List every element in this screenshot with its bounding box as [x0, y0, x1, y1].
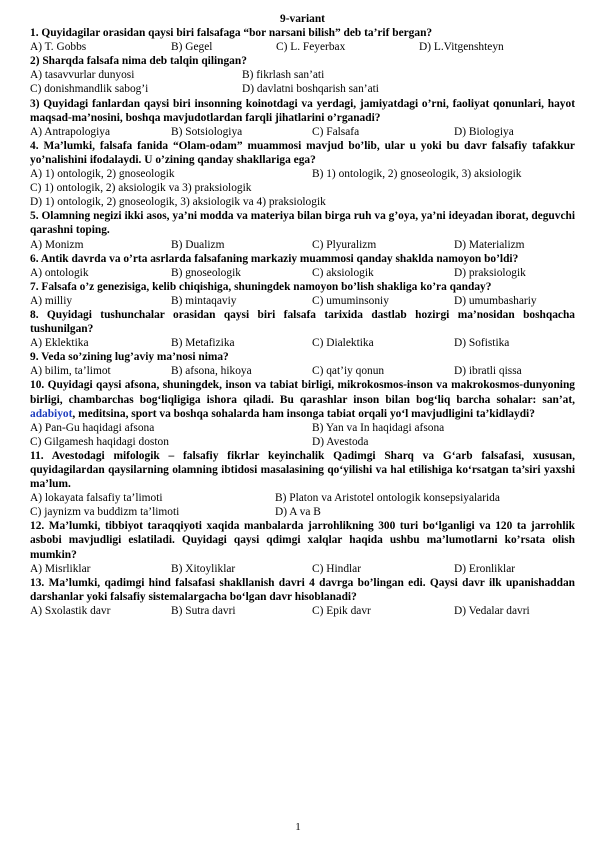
answer-5a: A) Monizm: [30, 238, 84, 251]
answer-5d: D) Materializm: [454, 238, 525, 251]
page-title: 9-variant: [280, 13, 325, 25]
question-4: 4. Ma’lumki, falsafa fanida “Olam-odam” muammosi mavjud bo’lib, ular u yoki bu davr falsafiy tafakkur yo’nalishini ifodalaydi. U o’zining qanday shakllariga ega?: [30, 139, 575, 166]
answer-10c: C) Gilgamesh haqidagi doston: [30, 435, 169, 448]
answer-9c: C) qat’iy qonun: [312, 365, 385, 378]
answer-13a: A) Sxolastik davr: [30, 604, 111, 617]
answer-4d: D) 1) ontologik, 2) gnoseologik, 3) aksiologik va 4) praksiologik: [30, 196, 326, 209]
answers-10-row2: [30, 435, 575, 449]
answer-6d: D) praksiologik: [454, 266, 526, 279]
answers-1: [30, 40, 575, 54]
answer-3d: D) Biologiya: [454, 125, 514, 138]
question-10-highlight: adabiyot: [30, 407, 73, 420]
question-13: 13. Ma’lumki, qadimgi hind falsafasi shakllanish davri 4 davrga bo’lingan edi. Qaysi davr ilk upanishaddan darshanlar yoki falsafiy sistemalargacha bo‘lgan davr hisoblanadi?: [30, 576, 575, 603]
answers-12: [30, 562, 575, 576]
question-2: 2) Sharqda falsafa nima deb talqin qilingan?: [30, 55, 247, 68]
answers-7: [30, 294, 575, 308]
answer-6a: A) ontologik: [30, 266, 89, 279]
page-number: 1: [295, 821, 301, 833]
answer-13d: D) Vedalar davri: [454, 604, 530, 617]
answers-8: [30, 336, 575, 350]
answer-9a: A) bilim, ta’limot: [30, 365, 111, 378]
answer-1d: D) L.Vitgenshteyn: [419, 41, 504, 54]
test-content: [30, 12, 575, 618]
answer-11a: A) lokayata falsafiy ta’limoti: [30, 492, 163, 505]
answer-12a: A) Misrliklar: [30, 562, 91, 575]
question-5: 5. Olamning negizi ikki asos, ya’ni modda va materiya bilan birga ruh va g’oya, ya’ni ideyadan iborat, deguvchi qarashni toping.: [30, 210, 575, 237]
answer-7b: B) mintaqaviy: [171, 294, 237, 307]
answer-8d: D) Sofistika: [454, 337, 510, 350]
answer-10a: A) Pan-Gu haqidagi afsona: [30, 421, 155, 434]
answer-1c: C) L. Feyerbax: [276, 41, 346, 54]
answer-8a: A) Eklektika: [30, 337, 89, 350]
answers-3: [30, 125, 575, 139]
answer-2a: A) tasavvurlar dunyosi: [30, 69, 135, 82]
answer-12d: D) Eronliklar: [454, 562, 516, 575]
answer-13c: C) Epik davr: [312, 604, 371, 617]
question-10: [30, 378, 575, 420]
answer-1a: A) T. Gobbs: [30, 41, 87, 54]
question-10-text-end: , meditsina, sport va boshqa sohalarda ham insonga tabiat orqali yo‘l mavjudligini ta’kidlaydi?: [72, 407, 535, 420]
answer-9b: B) afsona, hikoya: [171, 365, 252, 378]
answer-2d: D) davlatni boshqarish san’ati: [242, 83, 379, 96]
answer-11c: C) jaynizm va buddizm ta’limoti: [30, 506, 180, 519]
answer-3a: A) Antrapologiya: [30, 125, 111, 138]
answers-4-row1: [30, 167, 575, 181]
answers-13: [30, 604, 575, 618]
question-10-text-start: 10. Quyidagi qaysi afsona, shuningdek, inson va tabiat birligi, mikrokosmos-inson va makrokosmos-dunyoning birligi, chambarchas bog‘liqligiga ishora qiladi. Bu qarashlar inson bilan bog‘liq barcha sohalar: san’at,: [30, 379, 575, 406]
answer-5c: C) Plyuralizm: [312, 238, 377, 251]
answer-8c: C) Dialektika: [312, 337, 374, 350]
answers-9: [30, 364, 575, 378]
answer-9d: D) ibratli qissa: [454, 365, 522, 378]
answers-11-row2: [30, 505, 575, 519]
answer-11d: D) A va B: [275, 506, 321, 519]
answer-1b: B) Gegel: [171, 41, 213, 54]
answer-12c: C) Hindlar: [312, 562, 362, 575]
question-7: 7. Falsafa o’z genezisiga, kelib chiqishiga, shuningdek namoyon bo’lish shakliga ko’ra qanday?: [30, 280, 492, 293]
answer-4c: C) 1) ontologik, 2) aksiologik va 3) praksiologik: [30, 182, 252, 195]
answer-3b: B) Sotsiologiya: [171, 125, 243, 138]
question-11: 11. Avestodagi mifologik – falsafiy fikrlar keyinchalik Qadimgi Sharq va G‘arb falsafasi, xususan, quyidagilardan qaysilarning olamning ibtidosi masalasining qo‘yilishi va hal etilishiga ko‘rsatgan ta’siri yaxshi ma’lum.: [30, 449, 575, 491]
question-9: 9. Veda so’zining lug’aviy ma’nosi nima?: [30, 351, 229, 364]
answers-5: [30, 238, 575, 252]
answer-6b: B) gnoseologik: [171, 266, 241, 279]
answer-10d: D) Avestoda: [312, 435, 369, 448]
question-12: 12. Ma’lumki, tibbiyot taraqqiyoti xaqida manbalarda jarrohlikning 300 turi bo‘lganligi va 120 ta jarrohlik asbobi mavjudligi eslatiladi. Quyidagi qaysi qdimgi xalqlar haqida ushbu ma’lumotlarni ko’rsata olish mumkin?: [30, 520, 575, 561]
question-3: 3) Quyidagi fanlardan qaysi biri insonning koinotdagi va yerdagi, jamiyatdagi o’rni, faoliyat qonunlari, hayot maqsad-ma’nosini, boshqa mavjudotlardan farqli jihatlarini o’rganadi?: [30, 97, 575, 124]
answer-7c: C) umuminsoniy: [312, 294, 389, 307]
answer-7a: A) milliy: [30, 294, 73, 307]
answer-11b: B) Platon va Aristotel ontologik konsepsiyalarida: [275, 492, 500, 505]
answer-10b: B) Yan va In haqidagi afsona: [312, 421, 445, 434]
question-1: 1. Quyidagilar orasidan qaysi biri falsafaga “bor narsani bilish” deb ta’rif bergan?: [30, 27, 433, 40]
answer-6c: C) aksiologik: [312, 266, 374, 279]
question-8: 8. Quyidagi tushunchalar orasidan qaysi biri falsafa tarixida dastlab hozirgi ma’nosidan boshqacha tushunilgan?: [30, 308, 575, 336]
answer-13b: B) Sutra davri: [171, 604, 236, 617]
answers-11-row1: [30, 491, 575, 505]
answer-3c: C) Falsafa: [312, 125, 360, 138]
answer-2b: B) fikrlash san’ati: [242, 69, 325, 82]
answers-10-row1: [30, 421, 575, 435]
answer-2c: C) donishmandlik sabog’i: [30, 83, 149, 96]
answer-8b: B) Metafizika: [171, 337, 235, 350]
answer-4a: A) 1) ontologik, 2) gnoseologik: [30, 168, 175, 181]
answer-5b: B) Dualizm: [171, 238, 225, 251]
answers-6: [30, 266, 575, 280]
answers-2-row1: [30, 68, 575, 82]
question-6: 6. Antik davrda va o’rta asrlarda falsafaning markaziy muammosi qanday shaklda namoyon bo’ldi?: [30, 252, 519, 265]
answer-12b: B) Xitoyliklar: [171, 562, 236, 575]
answer-7d: D) umumbashariy: [454, 294, 537, 307]
answer-4b: B) 1) ontologik, 2) gnoseologik, 3) aksiologik: [312, 168, 522, 181]
answers-2-row2: [30, 82, 575, 96]
